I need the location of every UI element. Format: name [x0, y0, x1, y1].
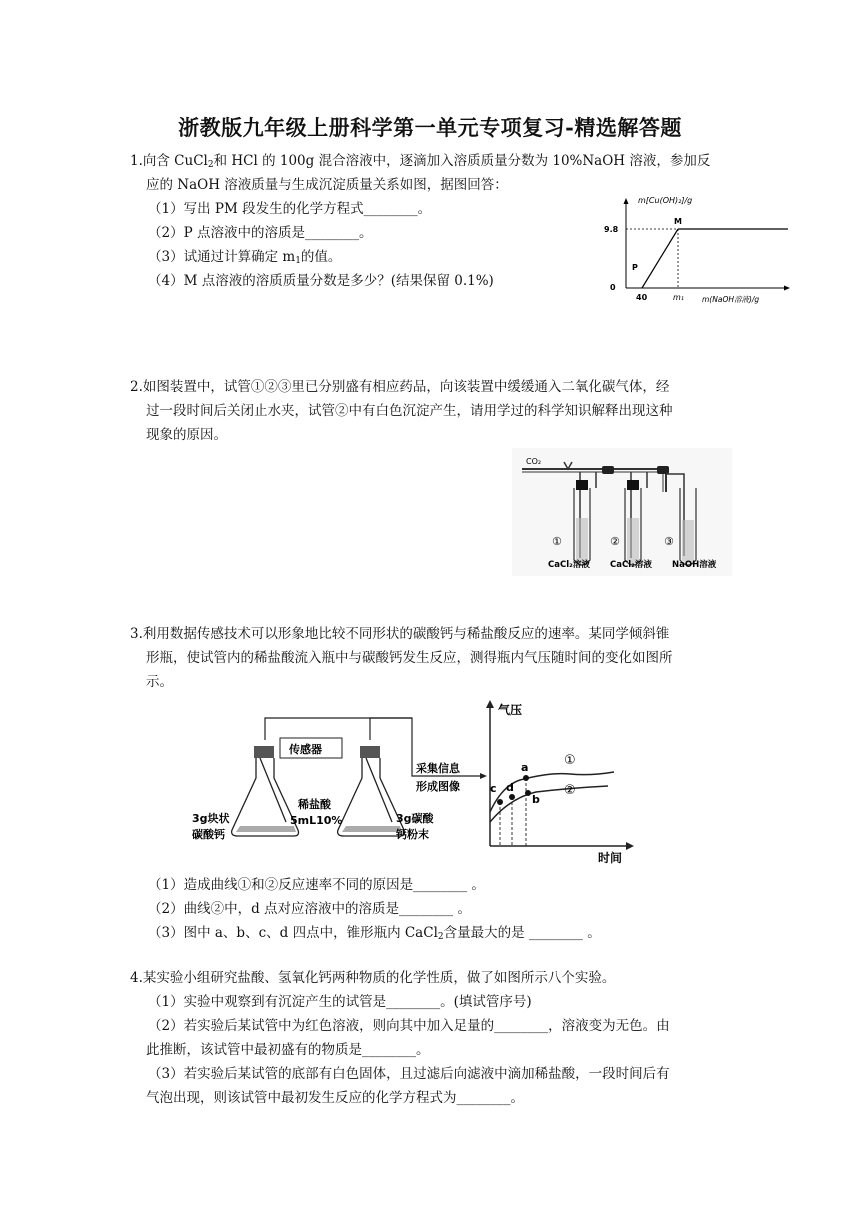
- q3-wire-left: [265, 718, 412, 740]
- q3-sub3-text-a: （3）图中 a、b、c、d 四点中，锥形瓶内 CaCl: [148, 925, 438, 941]
- q4-sub2-line2: 此推断，该试管中最初盛有的物质是________。: [146, 1042, 430, 1058]
- q4-line1: 4.某实验小组研究盐酸、氢氧化钙两种物质的化学性质，做了如图所示八个实验。: [130, 970, 616, 986]
- q3-sub3: [148, 921, 601, 945]
- q3-left-stopper: [254, 746, 274, 758]
- q3-curve-2-label: ②: [564, 783, 576, 798]
- q3-sub2: （2）曲线②中，d 点对应溶液中的溶质是________ 。: [148, 901, 471, 917]
- q3-sub1: （1）造成曲线①和②反应速率不同的原因是________ 。: [148, 877, 485, 893]
- q3-sub3-text-b: 含量最大的是 ________ 。: [443, 925, 601, 941]
- q1-graph-label-m: M: [674, 217, 682, 226]
- q3-sub3-subscript: 2: [437, 932, 444, 942]
- page-title: 浙教版九年级上册科学第一单元专项复习-精选解答题: [178, 115, 682, 140]
- q2-line1: 2.如图装置中，试管①②③里已分别盛有相应药品，向该装置中缓缓通入二氧化碳气体，经: [130, 379, 670, 395]
- q3-graph-x-arrow: [626, 842, 634, 850]
- q3-label-a: a: [521, 761, 529, 774]
- q1-line1: [130, 149, 710, 173]
- q3-label-c: c: [490, 782, 497, 795]
- q2-liquid-2: [627, 518, 639, 564]
- q1-graph-label-p: P: [632, 263, 638, 272]
- q3-label-b: b: [532, 793, 540, 806]
- q1-subscript: 2: [207, 160, 214, 170]
- q3-left-solid: [236, 826, 296, 832]
- q1-sub4: （4）M 点溶液的溶质质量分数是多少？(结果保留 0.1%): [148, 273, 494, 289]
- q2-liquid-3: [682, 520, 694, 564]
- q3-wire-arrow: [480, 773, 487, 779]
- q1-text-a: 1.向含 CuCl: [130, 153, 208, 169]
- q2-gas-label: CO₂: [526, 457, 542, 466]
- q2-solution-2: CaCl₂溶液: [610, 560, 652, 570]
- q3-graph-y-arrow: [486, 700, 494, 708]
- q2-solution-1: CaCl₂溶液: [548, 560, 590, 570]
- q3-point-b: [525, 790, 531, 796]
- q3-right-stopper: [360, 746, 380, 758]
- q3-collect-label-2: 形成图像: [416, 780, 460, 793]
- q3-left-label-2: 碳酸钙: [192, 828, 225, 841]
- q4-sub3-line2: 气泡出现，则该试管中最初发生反应的化学方程式为________。: [146, 1090, 524, 1106]
- q1-sub3: [148, 245, 341, 269]
- q3-graph-xlabel: 时间: [598, 851, 623, 865]
- q4-sub2-line1: （2）若实验后某试管中为红色溶液，则向其中加入足量的________，溶液变为无色。由: [148, 1018, 670, 1034]
- q2-liquid-1: [576, 518, 588, 564]
- q3-acid-label-1: 稀盐酸: [298, 798, 331, 811]
- q2-clamp-icon: [602, 466, 614, 474]
- q1-graph-x-arrow: [784, 286, 790, 291]
- q3-point-c: [497, 799, 503, 805]
- q2-line3: 现象的原因。: [146, 427, 227, 443]
- q1-sub2: （2）P 点溶液中的溶质是________。: [148, 225, 373, 241]
- q1-graph-xtick-40: 40: [636, 293, 648, 302]
- q1-text-b: 和 HCl 的 100g 混合溶液中，逐滴加入溶质质量分数为 10%NaOH 溶液，参加反: [213, 153, 711, 169]
- q2-solution-3: NaOH溶液: [672, 560, 717, 570]
- q2-tube-label-2: ②: [610, 535, 620, 548]
- q3-sensor-label: 传感器: [289, 743, 322, 756]
- q2-tube-label-1: ①: [552, 535, 562, 548]
- q3-right-label-1: 3g碳酸: [396, 812, 434, 825]
- q2-tube-label-3: ③: [664, 535, 674, 548]
- q1-precipitate-graph: [598, 190, 793, 315]
- q2-co2-apparatus: [512, 448, 732, 576]
- q3-curve-1-label: ①: [564, 753, 576, 768]
- q1-graph-xtick-m1: m₁: [673, 293, 684, 302]
- q2-line2: 过一段时间后关闭止水夹，试管②中有白色沉淀产生，请用学过的科学知识解释出现这种: [146, 403, 673, 419]
- q1-sub3-text-b: 的值。: [300, 249, 342, 265]
- q3-right-solid: [342, 826, 402, 832]
- q3-acid-label-2: 5mL10%: [290, 814, 343, 827]
- q3-label-d: d: [506, 781, 514, 794]
- q3-line3: 示。: [146, 674, 173, 690]
- q1-graph-ylabel: m[Cu(OH)₂]/g: [638, 196, 693, 205]
- q3-line2: 形瓶，使试管内的稀盐酸流入瓶中与碳酸钙发生反应，测得瓶内气压随时间的变化如图所: [146, 650, 673, 666]
- q4-sub1: （1）实验中观察到有沉淀产生的试管是________。(填试管序号): [148, 994, 532, 1010]
- q1-line2: 应的 NaOH 溶液质量与生成沉淀质量关系如图，据图回答：: [146, 177, 508, 193]
- q1-graph-origin: 0: [610, 283, 616, 292]
- q1-sub3-text-a: （3）试通过计算确定 m: [148, 249, 296, 265]
- q2-clamp-icon: [657, 466, 669, 474]
- q2-figure-bg: [512, 448, 732, 576]
- q3-point-d: [509, 794, 515, 800]
- q1-graph-line-pm: [642, 229, 678, 288]
- q3-point-a: [523, 775, 529, 781]
- q1-graph-y-arrow: [624, 198, 629, 204]
- q2-stopper-1: [576, 480, 588, 490]
- q1-sub3-subscript: 1: [295, 256, 301, 266]
- q3-graph-ylabel: 气压: [498, 703, 523, 717]
- q4-sub3-line1: （3）若实验后某试管的底部有白色固体，且过滤后向滤液中滴加稀盐酸，一段时间后有: [148, 1066, 670, 1082]
- q3-left-inner-tube: [260, 758, 286, 822]
- q3-line1: 3.利用数据传感技术可以形象地比较不同形状的碳酸钙与稀盐酸反应的速率。某同学倾斜锥: [130, 626, 670, 642]
- q3-left-label-1: 3g块状: [192, 812, 230, 825]
- q3-right-label-2: 钙粉末: [396, 828, 429, 841]
- q3-pressure-experiment: [190, 694, 650, 869]
- q1-graph-xlabel: m(NaOH溶液)/g: [702, 295, 760, 304]
- q1-graph-ytick: 9.8: [604, 225, 619, 234]
- q2-stopper-2: [627, 480, 639, 490]
- q1-sub1: （1）写出 PM 段发生的化学方程式________。: [148, 201, 432, 217]
- q3-right-inner-tube: [366, 758, 392, 822]
- q3-collect-label-1: 采集信息: [416, 762, 460, 775]
